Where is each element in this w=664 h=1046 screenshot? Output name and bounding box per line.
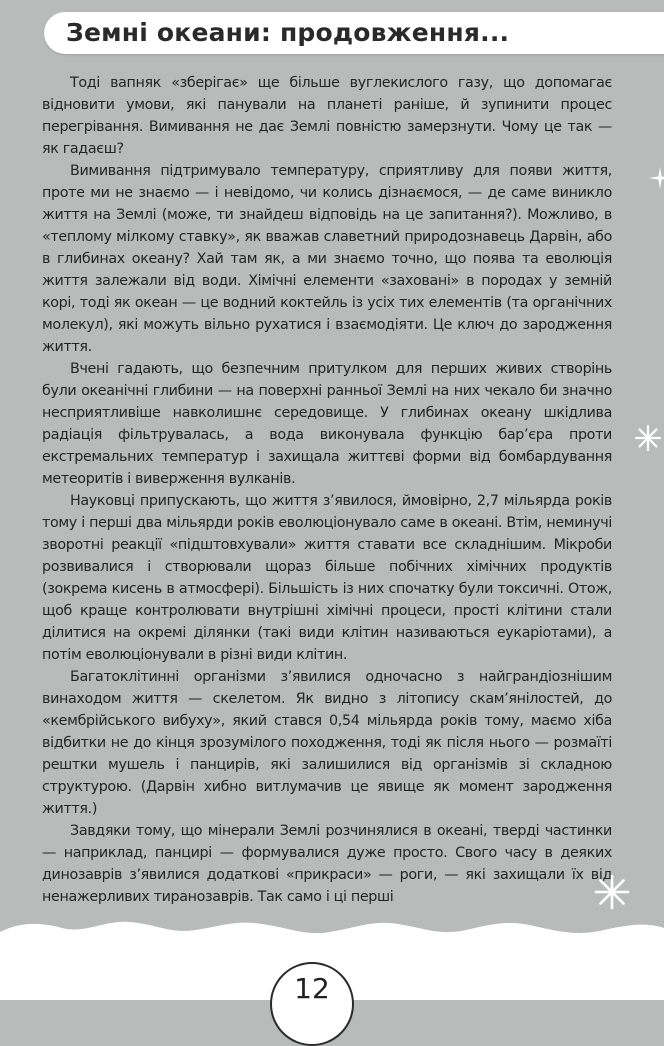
sparkle-icon	[648, 166, 664, 190]
paragraph: Науковці припускають, що життя з’явилося, ймовірно, 2,7 мільярда років тому і перші два мільярди років еволюціонувало саме в океані. Втім, неминучі зворотні реакції «підштовхували» життя ставати все складнішим. Мікроби розвивалися і створювали щораз більше побічних хімічних продуктів (зокрема кисень в атмосфері). Більшість із них спочатку були токсичні. Отож, щоб краще контролювати внутрішні хімічні процеси, прості клітини стали ділитися на окремі ділянки (такі види клітин називаються еукаріотами), а потім еволюціонували в різні види клітин.	[42, 493, 612, 663]
page-title: Земні океани: продовження...	[66, 18, 510, 47]
paragraph: Вчені гадають, що безпечним притулком для перших живих створінь були океанічні глибини — на поверхні ранньої Землі на них чекало би значно несприятливіше навколишнє середовище. У глибинах океану шкідлива радіація фільтрувалась, а вода виконувала функцію бар’єра проти екстремальних температур і захищала життєві форми від бомбардування метеоритів і виверження вулканів.	[42, 361, 612, 487]
page-number: 12	[294, 972, 330, 1005]
paragraph: Тоді вапняк «зберігає» ще більше вуглекислого газу, що допомагає відновити умови, які панували на планеті раніше, й зупинити процес перегрівання. Вимивання не дає Землі повністю замерзнути. Чому це так — як гадаєш?	[42, 75, 612, 157]
paragraph: Багатоклітинні організми з’явилися одночасно з найграндіознішим винаходом життя — скелетом. Як видно з літопису скам’янілостей, до «кембрійського вибуху», який стався 0,54 мільярда років тому, маємо хіба відбитки не до кінця зрозумілого походження, тоді як після нього — розмаїті рештки мушель і панцирів, які залишилися від організмів зі складною структурою. (Дарвін хибно витлумачив це явище як момент зародження життя.)	[42, 669, 612, 817]
sparkle-icon	[634, 424, 662, 452]
title-banner	[44, 12, 664, 54]
article-body	[42, 72, 612, 908]
paragraph: Вимивання підтримувало температуру, сприятливу для появи життя, проте ми не знаємо — і невідомо, чи колись дізнаємося, — де саме виникло життя на Землі (може, ти знайдеш відповідь на це запитання?). Можливо, в «теплому мілкому ставку», як вважав славетний природознавець Дарвін, або в глибинах океану? Хай там як, а ми знаємо точно, що поява та еволюція життя залежали від води. Хімічні елементи «заховані» в породах у земній корі, тоді як океан — це водний коктейль із усіх тих елементів (та органічних молекул), які можуть вільно рухатися і взаємодіяти. Це ключ до зародження життя.	[42, 163, 612, 355]
paragraph: Завдяки тому, що мінерали Землі розчинялися в океані, тверді частинки — наприклад, панцирі — формувалися дуже просто. Свого часу в деяких динозаврів з’явилися додаткові «прикраси» — роги, — які захищали їх від ненажерливих тиранозаврів. Так само і ці перші	[42, 823, 612, 905]
sparkle-icon	[594, 874, 630, 910]
